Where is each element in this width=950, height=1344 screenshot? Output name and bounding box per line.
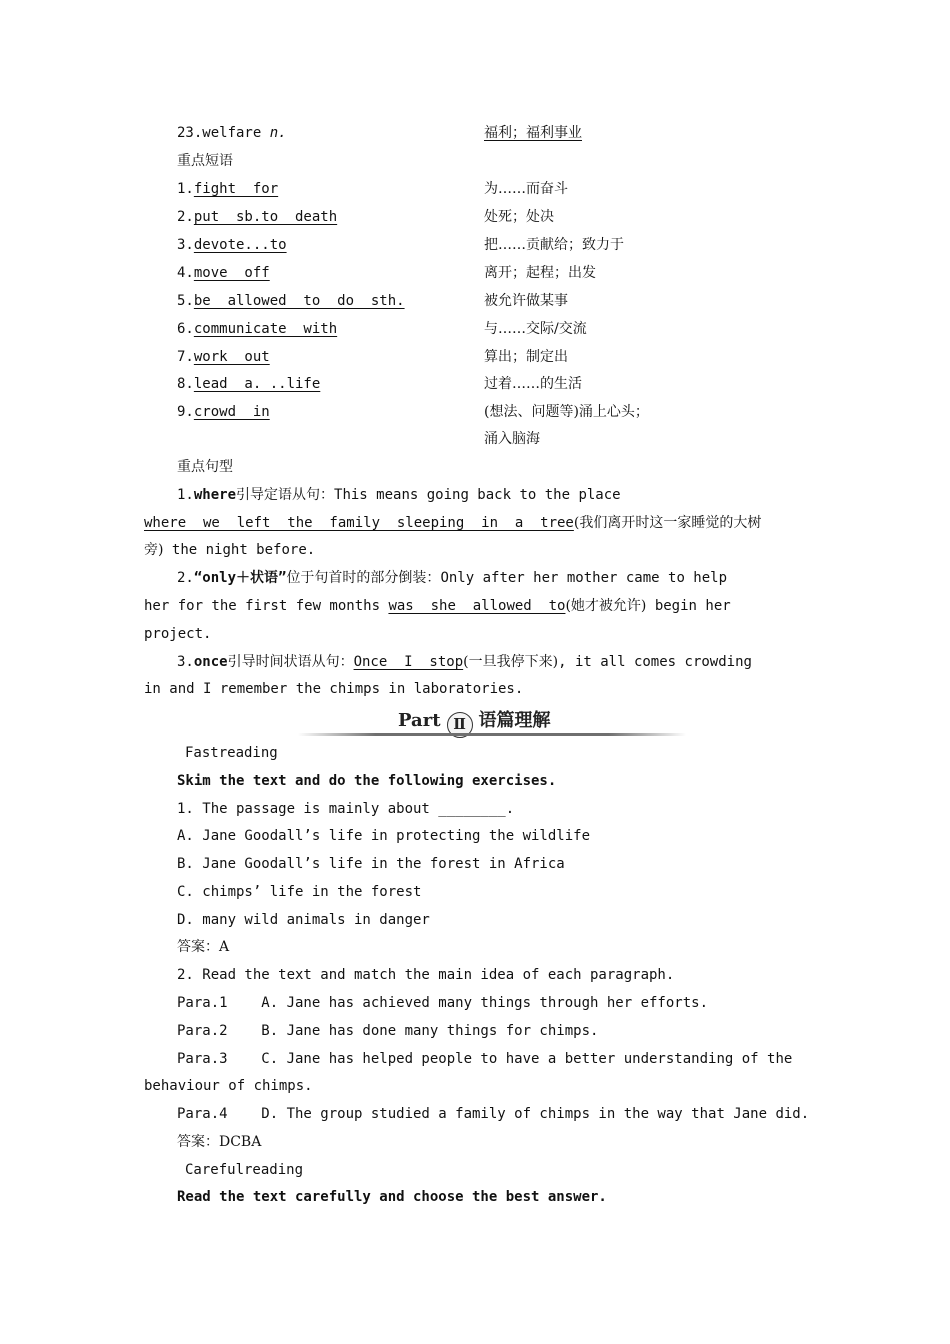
phrase-4-meaning: 离开；起程；出发 bbox=[484, 265, 596, 281]
phrase-2: 2.put sb.to death bbox=[177, 209, 338, 225]
question-1-option-d: D. many wild animals in danger bbox=[177, 912, 430, 928]
carefulreading-instruction: Read the text carefully and choose the best answer. bbox=[177, 1189, 607, 1205]
para-3-match-cont: behaviour of chimps. bbox=[144, 1078, 313, 1094]
phrase-9-meaning: (想法、问题等)涌上心头； bbox=[484, 404, 649, 420]
sentence-2-line-3: project. bbox=[144, 626, 212, 642]
phrase-7-meaning: 算出；制定出 bbox=[484, 349, 568, 365]
phrase-3-meaning: 把……贡献给；致力于 bbox=[484, 237, 624, 253]
phrase-2-meaning: 处死；处决 bbox=[484, 209, 554, 225]
part-word: Part bbox=[398, 710, 441, 731]
part-divider bbox=[298, 733, 686, 736]
question-1-option-a: A. Jane Goodall’s life in protecting the wildlife bbox=[177, 828, 591, 844]
phrase-6: 6.communicate with bbox=[177, 321, 338, 337]
question-1: 1. The passage is mainly about ________. bbox=[177, 801, 515, 817]
fastreading-heading: Fastreading bbox=[185, 745, 278, 761]
phrase-7: 7.work out bbox=[177, 349, 270, 365]
question-1-option-c: C. chimps’ life in the forest bbox=[177, 884, 422, 900]
sentence-2-line-2: her for the first few months was she allowed to(她才被允许) begin her bbox=[144, 598, 731, 614]
question-1-answer: 答案：A bbox=[177, 939, 230, 955]
para-4-match: Para.4 D. The group studied a family of chimps in the way that Jane did. bbox=[177, 1106, 810, 1122]
phrases-heading: 重点短语 bbox=[177, 153, 233, 169]
phrase-1-meaning: 为……而奋斗 bbox=[484, 181, 568, 197]
sentence-3-line-2: in and I remember the chimps in laboratories. bbox=[144, 681, 524, 697]
phrase-8: 8.lead a. ..life bbox=[177, 376, 321, 392]
vocab-meaning-welfare: 福利；福利事业 bbox=[484, 125, 582, 141]
vocab-item-welfare: 23.welfare n. bbox=[177, 125, 287, 141]
phrase-3: 3.devote...to bbox=[177, 237, 287, 253]
phrase-4: 4.move off bbox=[177, 265, 270, 281]
part-numeral-badge: Ⅱ bbox=[447, 712, 473, 738]
phrase-8-meaning: 过着……的生活 bbox=[484, 376, 582, 392]
sentence-1-line-2: where we left the family sleeping in a tree(我们离开时这一家睡觉的大树 bbox=[144, 515, 762, 531]
phrase-1: 1.fight for bbox=[177, 181, 279, 197]
sentence-1-line-3: 旁) the night before. bbox=[144, 542, 316, 558]
question-1-option-b: B. Jane Goodall’s life in the forest in Africa bbox=[177, 856, 565, 872]
carefulreading-heading: Carefulreading bbox=[185, 1162, 304, 1178]
part-2-header bbox=[298, 704, 686, 738]
phrase-6-meaning: 与……交际/交流 bbox=[484, 321, 587, 337]
para-1-match: Para.1 A. Jane has achieved many things through her efforts. bbox=[177, 995, 709, 1011]
question-2: 2. Read the text and match the main idea of each paragraph. bbox=[177, 967, 675, 983]
sentences-heading: 重点句型 bbox=[177, 459, 233, 475]
fastreading-instruction: Skim the text and do the following exercises. bbox=[177, 773, 557, 789]
phrase-5: 5.be allowed to do sth. bbox=[177, 293, 405, 309]
sentence-2-line-1: 2.“only＋状语”位于句首时的部分倒装：Only after her mother came to help bbox=[177, 570, 728, 586]
phrase-9-meaning-cont: 涌入脑海 bbox=[484, 431, 540, 447]
para-3-match: Para.3 C. Jane has helped people to have a better understanding of the bbox=[177, 1051, 793, 1067]
sentence-1-line-1: 1.where引导定语从句：This means going back to the place bbox=[177, 487, 621, 503]
question-2-answer: 答案：DCBA bbox=[177, 1134, 262, 1150]
phrase-9: 9.crowd in bbox=[177, 404, 270, 420]
sentence-3-line-1: 3.once引导时间状语从句：Once I stop(一旦我停下来), it all comes crowding bbox=[177, 654, 752, 670]
part-title: 语篇理解 bbox=[478, 710, 551, 731]
para-2-match: Para.2 B. Jane has done many things for chimps. bbox=[177, 1023, 599, 1039]
phrase-5-meaning: 被允许做某事 bbox=[484, 293, 568, 309]
